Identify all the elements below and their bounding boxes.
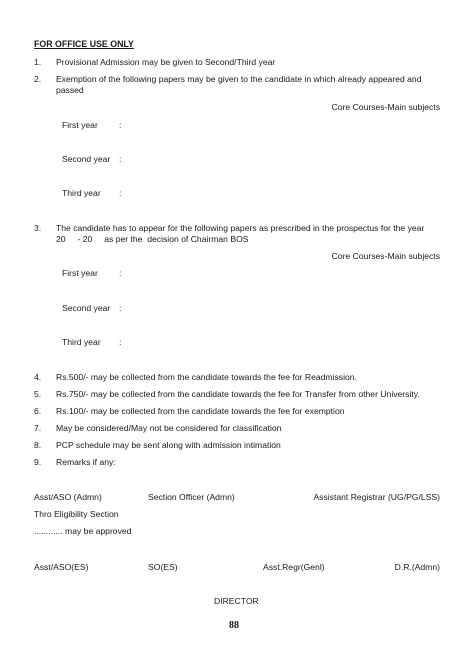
item-text: Rs.100/- may be collected from the candidate towards the fee for exemption — [56, 406, 345, 416]
year-label-first: First year — [62, 120, 98, 130]
item-text: May be considered/May not be considered for classification — [56, 423, 282, 433]
director-label: DIRECTOR — [214, 596, 259, 606]
signature-assistant-registrar: Assistant Registrar (UG/PG/LSS) — [313, 492, 440, 502]
signature-asst-regr-genl: Asst.Regr(Genl) — [263, 562, 325, 572]
year-label-second: Second year — [62, 154, 111, 164]
item-number: 8. — [34, 440, 42, 450]
item-text: The candidate has to appear for the following papers as prescribed in the prospectus for the year — [56, 223, 425, 233]
thro-eligibility-line: Thro Eligibility Section — [34, 509, 119, 519]
colon: : — [119, 303, 122, 313]
signature-asst-aso-admn: Asst/ASO (Admn) — [34, 492, 102, 502]
item-number: 3. — [34, 223, 42, 233]
item-text: Exemption of the following papers may be given to the candidate in which already appeared and — [56, 74, 422, 84]
item-number: 7. — [34, 423, 42, 433]
item-text-continued: passed — [56, 85, 84, 95]
item-number: 6. — [34, 406, 42, 416]
item-number: 2. — [34, 74, 42, 84]
item-text: Rs.750/- may be collected from the candidate towards the fee for Transfer from other University. — [56, 389, 420, 399]
core-courses-label: Core Courses-Main subjects — [331, 251, 440, 261]
signature-section-officer-admn: Section Officer (Admn) — [148, 492, 235, 502]
item-number: 1. — [34, 57, 42, 67]
item-number: 5. — [34, 389, 42, 399]
item-number: 4. — [34, 372, 42, 382]
item-number: 9. — [34, 457, 42, 467]
year-label-third: Third year — [62, 337, 101, 347]
item-text: Remarks if any: — [56, 457, 116, 467]
year-label-first: First year — [62, 268, 98, 278]
year-label-third: Third year — [62, 188, 101, 198]
approved-line: ............ may be approved — [34, 526, 132, 536]
colon: : — [119, 188, 122, 198]
form-heading: FOR OFFICE USE ONLY — [34, 39, 134, 49]
signature-asst-aso-es: Asst/ASO(ES) — [34, 562, 89, 572]
core-courses-label: Core Courses-Main subjects — [331, 102, 440, 112]
item-text: Rs.500/- may be collected from the candidate towards the fee for Readmission. — [56, 372, 357, 382]
page-number: 88 — [229, 620, 239, 631]
colon: : — [119, 154, 122, 164]
item-text: Provisional Admission may be given to Second/Third year — [56, 57, 276, 67]
colon: : — [119, 268, 122, 278]
signature-so-es: SO(ES) — [148, 562, 178, 572]
item-text-continued: 20 - 20 as per the decision of Chairman BOS — [56, 234, 249, 244]
colon: : — [119, 337, 122, 347]
signature-dr-admn: D.R.(Admn) — [394, 562, 440, 572]
item-text: PCP schedule may be sent along with admission intimation — [56, 440, 281, 450]
colon: : — [119, 120, 122, 130]
year-label-second: Second year — [62, 303, 111, 313]
